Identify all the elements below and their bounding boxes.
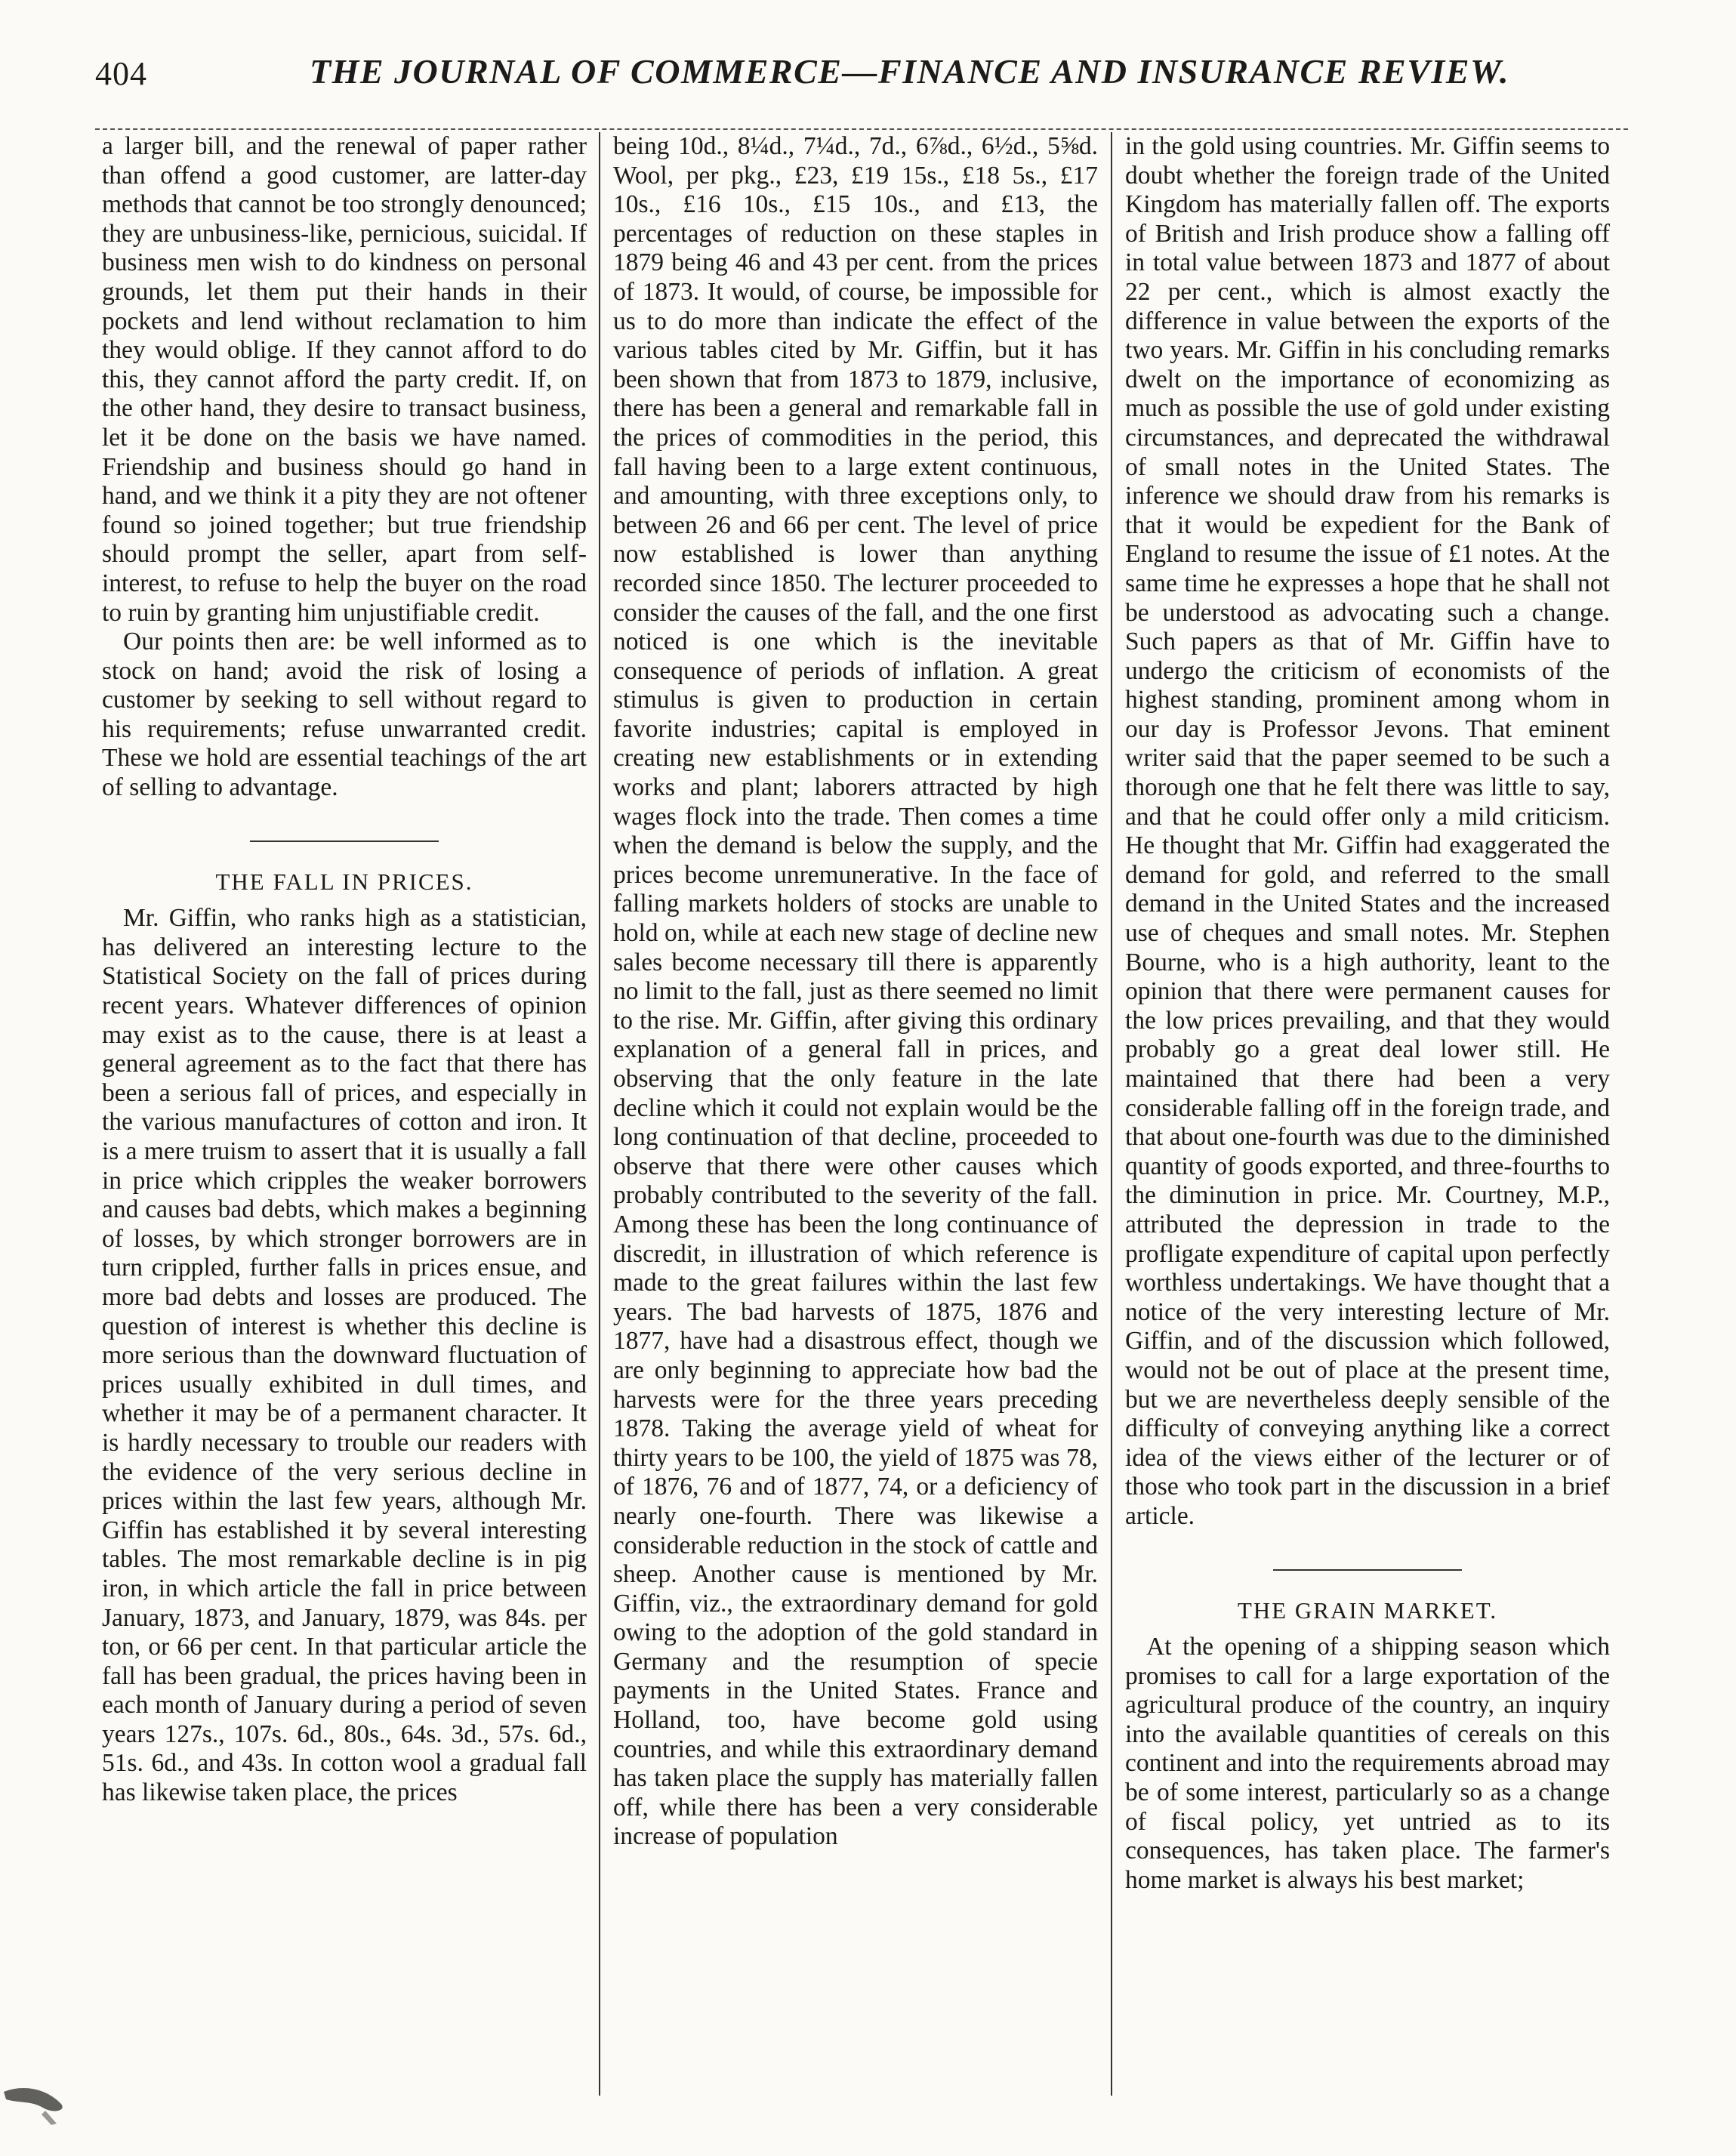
header-rule (95, 128, 1628, 130)
page-number: 404 (95, 55, 147, 92)
paragraph: being 10d., 8¼d., 7¼d., 7d., 6⅞d., 6½d., 5⅝d. Wool, per pkg., £23, £19 15s., £18 5s., £17 10s., £16 10s., £15 10s., and £13, the percentages of reduction on these staples in 1879 being 46 and 43 per cent. from the prices of 1873. It would, of course, be impossible for us to do more than indicate the effect of the various tables cited by Mr. Giffin, but it has been shown that from 1873 to 1879, inclusive, there has been a general and remarkable fall in the prices of commodities in the period, this fall having been to a large extent continuous, and amounting, with three exceptions only, to between 26 and 66 per cent. The level of price now established is lower than anything recorded since 1850. The lecturer proceeded to consider the causes of the fall, and the one first noticed is one which is the inevitable consequence of periods of inflation. A great stimulus is given to production in certain favorite industries; capital is employed in creating new establishments or in extending works and plant; laborers attracted by high wages flock into the trade. Then comes a time when the demand is below the supply, and the prices become unremunerative. In the face of falling markets holders of stocks are unable to hold on, while at each new stage of decline new sales become necessary till there is apparently no limit to the fall, just as there seemed no limit to the rise. Mr. Giffin, after giving this ordinary explanation of a general fall in prices, and observing that the only feature in the late decline which it could not explain would be the long continuation of that decline, proceeded to observe that there were other causes which probably contributed to the severity of the fall. Among these has been the long continuance of discredit, in illustration of which reference is made to the great failures within the last few years. The bad harvests of 1875, 1876 and 1877, have had a disastrous effect, though we are only beginning to appreciate how bad the harvests were for the three years preceding 1878. Taking the average yield of wheat for thirty years to be 100, the yield of 1875 was 78, of 1876, 76 and of 1877, 74, or a deficiency of nearly one-fourth. There was likewise a considerable reduction in the stock of cattle and sheep. Another cause is mentioned by Mr. Giffin, viz., the extraordinary demand for gold owing to the adoption of the gold standard in Germany and the resumption of specie payments in the United States. France and Holland, too, have become gold using countries, and while this extraordinary demand has taken place the supply has materially fallen off, while there has been a very considerable increase of population (613, 132, 1098, 1851)
section-heading: THE FALL IN PRICES. (215, 868, 473, 895)
paragraph: Mr. Giffin, who ranks high as a statistician, has delivered an interesting lecture to the Statistical Society on the fall of prices during recent years. Whatever differences of opinion may exist as to the cause, there is at least a general agreement as to the fact that there has been a serious fall of prices, and especially in the various manufactures of cotton and iron. It is a mere truism to assert that it is usually a fall in price which cripples the weaker borrowers and causes bad debts, which makes a beginning of losses, by which stronger borrowers are in turn crippled, further falls in prices ensue, and more bad debts and losses are produced. The question of interest is whether this decline is more serious than the downward fluctuation of prices usually exhibited in dull times, and whether it may be of a permanent character. It is hardly necessary to trouble our readers with the evidence of the very serious decline in prices within the last few years, although Mr. Giffin has established it by several interesting tables. The most remarkable decline is in pig iron, in which article the fall in price between January, 1873, and January, 1879, was 84s. per ton, or 66 per cent. In that particular article the fall has been gradual, the prices having been in each month of January during a period of seven years 127s., 107s. 6d., 80s., 64s. 3d., 57s. 6d., 51s. 6d., and 43s. In cotton wool a gradual fall has likewise taken place, the prices (102, 904, 587, 1807)
running-title: THE JOURNAL OF COMMERCE—FINANCE AND INSURANCE REVIEW. (310, 52, 1509, 91)
column-divider (599, 132, 600, 2096)
column-2 (613, 132, 1098, 2103)
paragraph: At the opening of a shipping season which promises to call for a large exportation of the agricultural produce of the country, an inquiry into the available quantities of cereals on this continent and into the requirements abroad may be of some interest, particularly so as a change of fiscal policy, yet untried as to its consequences, has taken place. The farmer's home market is always his best market; (1125, 1633, 1610, 1894)
section-divider (1273, 1569, 1462, 1571)
section-heading: THE GRAIN MARKET. (1237, 1596, 1498, 1624)
column-1 (102, 132, 587, 2103)
paragraph: in the gold using countries. Mr. Giffin seems to doubt whether the foreign trade of the United Kingdom has materially fallen off. The exports of British and Irish produce show a falling off in total value between 1873 and 1877 of about 22 per cent., which is almost exactly the difference in value between the exports of the two years. Mr. Giffin in his concluding remarks dwelt on the importance of economizing as much as possible the use of gold under existing circumstances, and deprecated the withdrawal of small notes in the United States. The inference we should draw from his remarks is that it would be expedient for the Bank of England to resume the issue of £1 notes. At the same time he expresses a hope that he shall not be understood as advocating such a change. Such papers as that of Mr. Giffin have to undergo the criticism of economists of the highest standing, prominent among whom in our day is Professor Jevons. That eminent writer said that the paper seemed to be such a thorough one that he felt there was little to say, and that he could offer only a mild criticism. He thought that Mr. Giffin had exaggerated the demand for gold, and referred to the small demand in the United States and the increased use of cheques and small notes. Mr. Stephen Bourne, who is a high authority, leant to the opinion that there were permanent causes for the low prices prevailing, and that they would probably go a great deal lower still. He maintained that there had been a very considerable falling off in the foreign trade, and that about one-fourth was due to the diminished quantity of goods exported, and three-fourths to the diminution in price. Mr. Courtney, M.P., attributed the depression in trade to the profligate expenditure of capital upon perfectly worthless undertakings. We have thought that a notice of the very interesting lecture of Mr. Giffin, and of the discussion which followed, would not be out of place at the present time, but we are nevertheless deeply sensible of the difficulty of conveying anything like a correct idea of the views either of the lecturer or of those who took part in the discussion in a brief article. (1125, 132, 1610, 1530)
column-3 (1125, 132, 1610, 2103)
page-header (0, 45, 1736, 106)
paragraph: Our points then are: be well informed as to stock on hand; avoid the risk of losing a customer by seeking to sell without regard to his requirements; refuse unwarranted credit. These we hold are essential teachings of the art of selling to advantage. (102, 628, 587, 802)
column-divider (1111, 132, 1112, 2096)
ink-mark (0, 2069, 98, 2130)
section-divider (250, 841, 439, 842)
paragraph: a larger bill, and the renewal of paper rather than offend a good customer, are latter-day methods that cannot be too strongly denounced; they are unbusiness-like, pernicious, suicidal. If business men wish to do kindness on personal grounds, let them put their hands in their pockets and lend without reclamation to him they would oblige. If they cannot afford to do this, they cannot afford the party credit. If, on the other hand, they desire to transact business, let it be done on the basis we have named. Friendship and business should go hand in hand, and we think it a pity they are not oftener found so joined together; but true friendship should prompt the seller, apart from self-interest, to refuse to help the buyer on the road to ruin by granting him unjustifiable credit. (102, 132, 587, 627)
